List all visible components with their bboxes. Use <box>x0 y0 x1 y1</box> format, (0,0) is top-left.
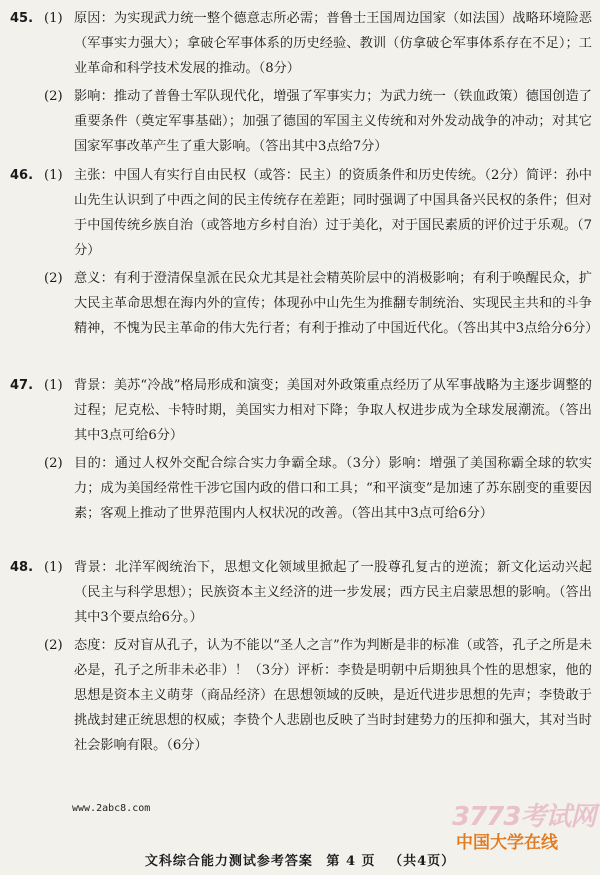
part-text: 意义：有利于澄清保皇派在民众尤其是社会精英阶层中的消极影响；有利于唤醒民众，扩大民主革命思想在海内外的宣传；体现孙中山先生为推翻专制统治、实现民主共和的斗争精神，不愧为民主革命的伟大先行者；有利于推动了中国近代化。（答出其中3点给分6分） <box>74 271 599 336</box>
question-46 <box>10 163 599 341</box>
question-number: 46. <box>10 168 34 183</box>
watermark-logo: 3773考试网 <box>452 802 596 832</box>
question-part <box>44 555 592 630</box>
part-label: (1) <box>44 560 63 575</box>
part-text: 影响：推动了普鲁士军队现代化，增强了军事实力；为武力统一（铁血政策）德国创造了重要条件（奠定军事基础）；加强了德国的军国主义传统和对外发动战争的冲动；对其它国家军事改革产生了重大影响。（答出其中3点给7分） <box>74 89 592 154</box>
footer-page-number: 第 4 页 <box>326 854 376 869</box>
part-text: 背景：北洋军阀统治下，思想文化领域里掀起了一股尊孔复古的逆流；新文化运动兴起（民主与科学思想）；民族资本主义经济的进一步发展；西方民主启蒙思想的影响。（答出其中3个要点给6分。） <box>74 560 592 625</box>
part-label: (2) <box>44 89 63 104</box>
question-45 <box>10 6 592 159</box>
part-text: 态度：反对盲从孔子，认为不能以“圣人之言”作为判断是非的标准（或答，孔子之所是未必是，孔子之所非未必非）！（3分）评析：李贽是明朝中后期独具个性的思想家，他的思想是资本主义萌芽（商品经济）在思想领域的反映，是近代进步思想的先声；李贽敢于挑战封建正统思想的权威；李贽个人悲剧也反映了当时封建势力的压抑和强大，其对当时社会影响有限。（6分） <box>74 638 592 753</box>
site-url: www.2abc8.com <box>72 803 151 814</box>
question-number: 48. <box>10 560 34 575</box>
question-48 <box>10 555 592 758</box>
watermark-site-name: 中国大学在线 <box>456 833 558 853</box>
question-number: 45. <box>10 11 34 26</box>
footer-total-pages: （共4页） <box>389 854 456 869</box>
question-part <box>44 633 592 758</box>
footer-title: 文科综合能力测试参考答案 <box>144 854 313 869</box>
page-footer <box>0 850 600 869</box>
question-number: 47. <box>10 378 34 393</box>
part-text: 目的：通过人权外交配合综合实力争霸全球。（3分）影响：增强了美国称霸全球的软实力；成为美国经常性干涉它国内政的借口和工具；“和平演变”是加速了苏东剧变的重要因素；客观上推动了世界范围内人权状况的改善。（答出其中3点可给6分） <box>74 456 592 521</box>
question-part <box>44 6 592 81</box>
question-47 <box>10 373 592 526</box>
question-part <box>44 163 592 263</box>
question-part <box>44 266 599 341</box>
part-label: (1) <box>44 168 63 183</box>
part-label: (2) <box>44 456 63 471</box>
question-part <box>44 373 592 448</box>
part-text: 主张：中国人有实行自由民权（或答：民主）的资质条件和历史传统。（2分）简评：孙中山先生认识到了中西之间的民主传统存在差距；同时强调了中国具备兴民权的条件；但对于中国传统乡族自治（或答地方乡村自治）过于美化，对于国民素质的评价过于乐观。（7分） <box>74 168 592 258</box>
part-label: (2) <box>44 271 63 286</box>
part-text: 背景：美苏“冷战”格局形成和演变；美国对外政策重点经历了从军事战略为主逐步调整的过程；尼克松、卡特时期，美国实力相对下降；争取人权进步成为全球发展潮流。（答出其中3点可给6分） <box>74 378 592 443</box>
part-label: (1) <box>44 378 63 393</box>
part-label: (2) <box>44 638 63 653</box>
part-text: 原因：为实现武力统一整个德意志所必需；普鲁士王国周边国家（如法国）战略环境险恶（军事实力强大）；拿破仑军事体系的历史经验、教训（仿拿破仑军事体系存在不足）；工业革命和科学技术发展的推动。（8分） <box>74 11 592 76</box>
question-part <box>44 451 592 526</box>
part-label: (1) <box>44 11 63 26</box>
question-part <box>44 84 592 159</box>
